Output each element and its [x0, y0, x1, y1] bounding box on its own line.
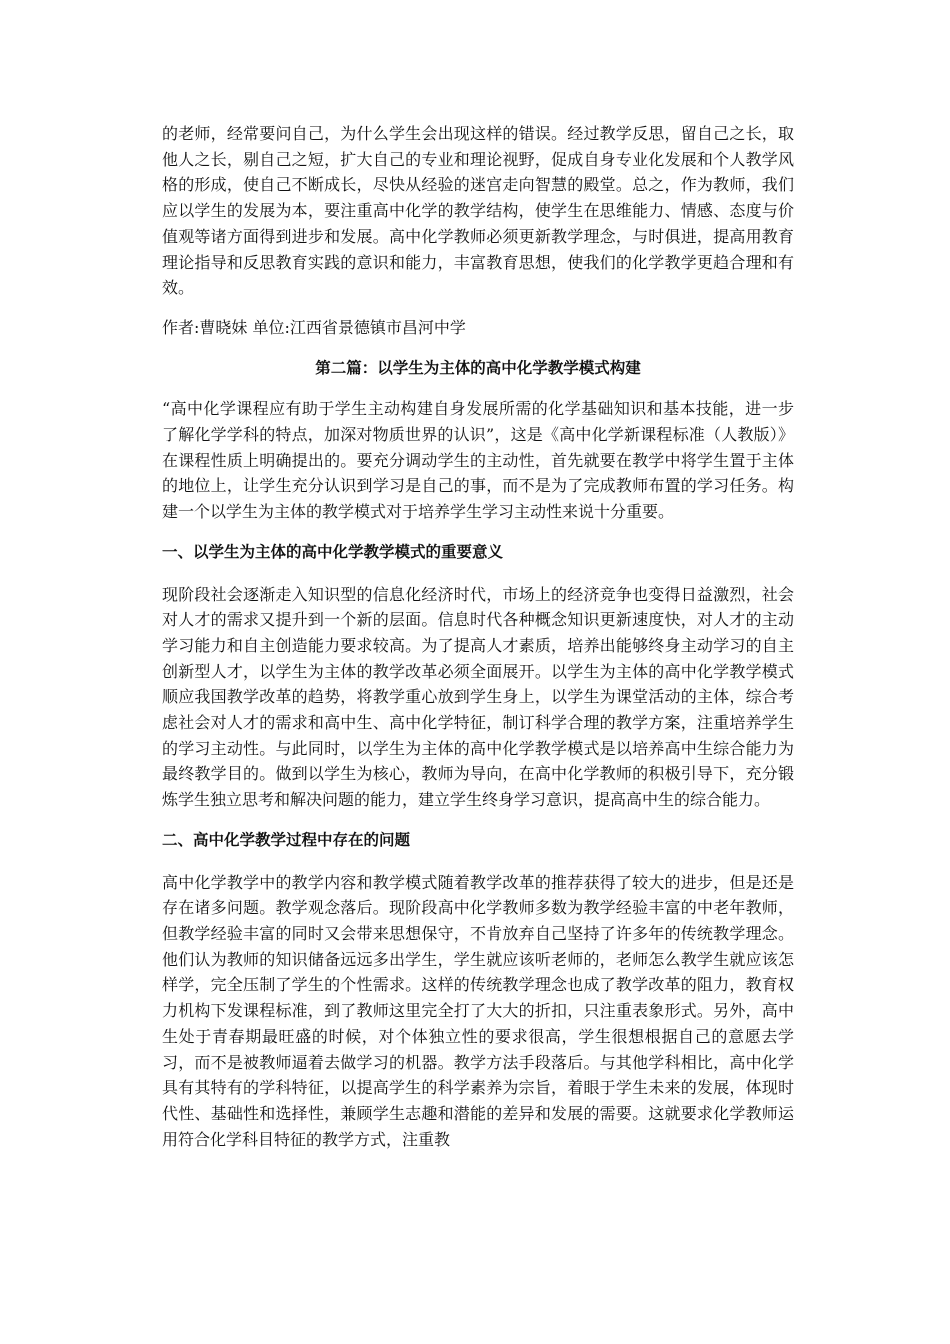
lead-paragraph: “高中化学课程应有助于学生主动构建自身发展所需的化学基础知识和基本技能，进一步了解化学学科的特点，加深对物质世界的认识”，这是《高中化学新课程标准（人教版）》在课程性质上明确提出的。要充分调动学生的主动性，首先就要在教学中将学生置于主体的地位上，让学生充分认识到学习是自己的事，而不是为了完成教师布置的学习任务。构建一个以学生为主体的教学模式对于培养学生学习主动性来说十分重要。	[162, 399, 794, 522]
author-line: 作者:曹晓妹 单位:江西省景德镇市昌河中学	[162, 317, 466, 337]
article-title: 第二篇：以学生为主体的高中化学教学模式构建	[315, 358, 641, 377]
section-heading-1: 一、以学生为主体的高中化学教学模式的重要意义	[162, 542, 504, 561]
section-2-paragraph: 高中化学教学中的教学内容和教学模式随着教学改革的推荐获得了较大的进步，但是还是存在诸多问题。教学观念落后。现阶段高中化学教师多数为教学经验丰富的中老年教师，但教学经验丰富的同时又会带来思想保守，不肯放弃自己坚持了许多年的传统教学理念。他们认为教师的知识储备远远多出学生，学生就应该听老师的，老师怎么教学生就应该怎样学，完全压制了学生的个性需求。这样的传统教学理念也成了教学改革的阻力，教育权力机构下发课程标准，到了教师这里完全打了大大的折扣，只注重表象形式。另外，高中生处于青春期最旺盛的时候，对个体独立性的要求很高，学生很想根据自己的意愿去学习，而不是被教师逼着去做学习的机器。教学方法手段落后。与其他学科相比，高中化学具有其特有的学科特征，以提高学生的科学素养为宗旨，着眼于学生未来的发展，体现时代性、基础性和选择性，兼顾学生志趣和潜能的差异和发展的需要。这就要求化学教师运用符合化学科目特征的教学方式，注重教	[162, 872, 794, 1149]
intro-paragraph: 的老师，经常要问自己，为什么学生会出现这样的错误。经过教学反思，留自己之长，取他人之长，剔自己之短，扩大自己的专业和理论视野，促成自身专业化发展和个人教学风格的形成，使自己不断成长，尽快从经验的迷宫走向智慧的殿堂。总之，作为教师，我们应以学生的发展为本，要注重高中化学的教学结构，使学生在思维能力、情感、态度与价值观等诸方面得到进步和发展。高中化学教师必须更新教学理念，与时俱进，提高用教育理论指导和反思教育实践的意识和能力，丰富教育思想，使我们的化学教学更趋合理和有效。	[162, 124, 794, 298]
section-heading-2: 二、高中化学教学过程中存在的问题	[162, 830, 411, 849]
section-1-paragraph: 现阶段社会逐渐走入知识型的信息化经济时代，市场上的经济竞争也变得日益激烈，社会对人才的需求又提升到一个新的层面。信息时代各种概念知识更新速度快，对人才的主动学习能力和自主创造能力要求较高。为了提高人才素质，培养出能够终身主动学习的自主创新型人才，以学生为主体的教学改革必须全面展开。以学生为主体的高中化学教学模式顺应我国教学改革的趋势，将教学重心放到学生身上，以学生为课堂活动的主体，综合考虑社会对人才的需求和高中生、高中化学特征，制订科学合理的教学方案，注重培养学生的学习主动性。与此同时，以学生为主体的高中化学教学模式是以培养高中生综合能力为最终教学目的。做到以学生为核心，教师为导向，在高中化学教师的积极引导下，充分锻炼学生独立思考和解决问题的能力，建立学生终身学习意识，提高高中生的综合能力。	[162, 584, 794, 810]
document-body	[162, 121, 794, 1152]
